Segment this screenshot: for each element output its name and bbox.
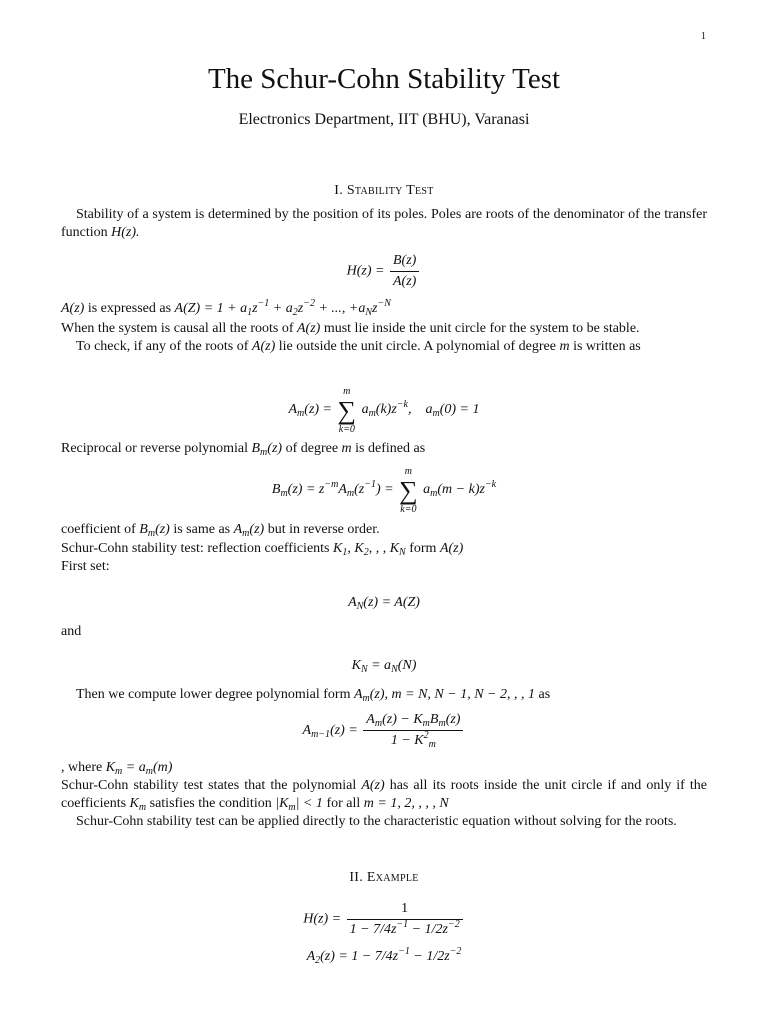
paragraph-lower-degree: Then we compute lower degree polynomial form $A_m(z)$, m = N, N − 1, N − 2, , , 1 as (76, 687, 551, 704)
equation-kn: $K_N = a_N(N)$ (351, 658, 417, 675)
eq-h-lhs: H(z) = (346, 263, 385, 279)
paragraph-az-expression: A(z) is expressed as $A(Z) = 1 + a_1z^{-1} + a_2z^{-2}$ + ..., $+a_Nz^{-N}$ (61, 298, 391, 318)
section-heading-example: II. Example (349, 870, 419, 885)
paragraph-where-km: , where $K_m = a_m(m)$ (61, 760, 173, 777)
paragraph-stability-condition: Schur-Cohn stability test states that the polynomial A(z) has all its roots inside the unit circle if and only if the coefficients $K_m$ satisfies the condition $|K_m| < 1$ for all m = 1, 2, , , , N (61, 778, 707, 813)
summation-symbol: m ∑ k=0 (399, 466, 418, 515)
paragraph-poles (61, 206, 707, 242)
equation-example-a2: $A_2(z) = 1 - 7/4z^{-1} - 1/2z^{-2}$ (306, 946, 462, 966)
paper-title: The Schur-Cohn Stability Test (207, 63, 561, 95)
eq-h-denominator: A(z) (393, 274, 417, 289)
eq-h-numerator: B(z) (390, 252, 419, 272)
equation-am-sum: $A_m(z)$ = m ∑ k=0 $a_m(k)z^{-k}$, $a_m(0) = 1$ (288, 386, 480, 435)
math-az-expansion: $A(Z) = 1 + a_1z^{-1} + a_2z^{-2}$ + ..., $+a_Nz^{-N}$ (174, 298, 391, 318)
equation-bm: $B_m(z) = z^{-m}A_m(z^{-1})$ = m ∑ k=0 $a_m(m - k)z^{-k}$ (271, 466, 497, 515)
affiliation: Electronics Department, IIT (BHU), Varanasi (238, 111, 530, 128)
paragraph-first-set: First set: (61, 559, 110, 574)
equation-recursion: $A_{m-1}(z)$ = $\frac{A_m(z) - K_mB_m(z)}{1 - K^2_m}$ (0, 711, 768, 750)
paragraph-and: and (61, 624, 82, 639)
recursion-fraction: $\frac{A_m(z) - K_mB_m(z)}{1 - K^2_m}$ (363, 711, 463, 750)
page-number: 1 (701, 31, 706, 42)
paragraph-causal: When the system is causal all the roots of A(z) must lie inside the unit circle for the system to be stable. (61, 321, 640, 336)
math-hz: H(z). (111, 225, 140, 240)
equation-an: $A_N(z) = A(Z)$ (348, 595, 420, 612)
paragraph-poles-text: Stability of a system is determined by the position of its poles. Poles are roots of the denominator of the transfer function (61, 207, 707, 240)
example-h-fraction: $\frac{1}{1 - 7/4z^{-1} - 1/2z^{-2}}$ (347, 900, 463, 939)
paragraph-reflection-coefficients: Schur-Cohn stability test: reflection coefficients $K_1$, $K_2$, , , $K_N$ form A(z) (61, 541, 464, 558)
eq-h-fraction (390, 252, 419, 291)
section-heading-stability-test: I. Stability Test (334, 183, 434, 198)
paragraph-applied-directly: Schur-Cohn stability test can be applied directly to the characteristic equation without solving for the roots. (76, 814, 677, 829)
equation-example-h: H(z) = $\frac{1}{1 - 7/4z^{-1} - 1/2z^{-2}}$ (0, 900, 768, 939)
summation-symbol: m ∑ k=0 (337, 386, 357, 435)
paragraph-to-check: To check, if any of the roots of A(z) lie outside the unit circle. A polynomial of degree m is written as (76, 339, 641, 354)
equation-transfer-function (0, 252, 768, 291)
paragraph-reciprocal: Reciprocal or reverse polynomial $B_m(z)$ of degree m is defined as (61, 441, 426, 458)
paragraph-coefficient: coefficient of $B_m(z)$ is same as $A_m(z)$ but in reverse order. (61, 522, 380, 539)
